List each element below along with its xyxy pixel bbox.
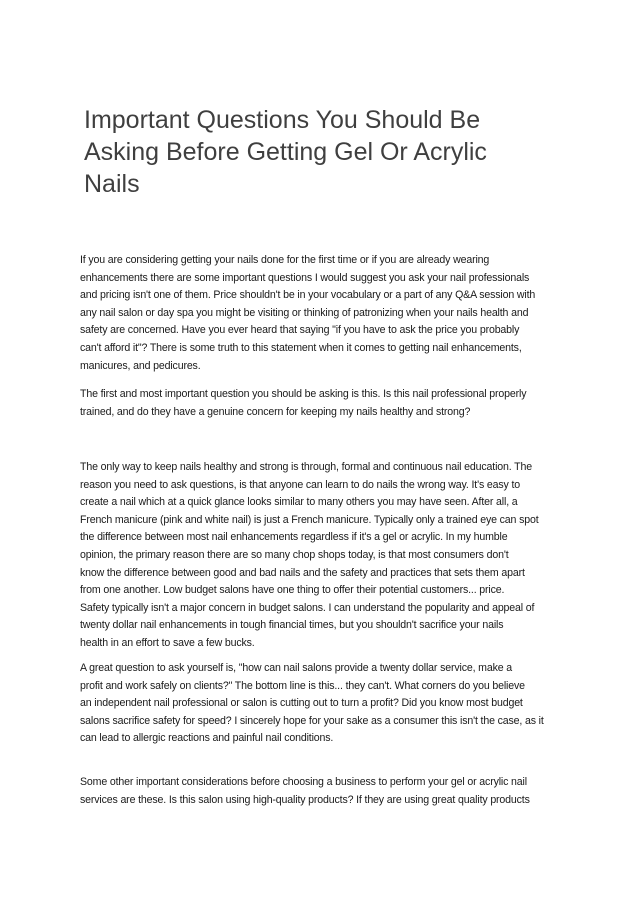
text-line: the difference between most nail enhancements regardless if it's a gel or acrylic. In my humble <box>80 531 508 544</box>
text-line: The first and most important question you should be asking is this. Is this nail professional properly <box>80 388 527 400</box>
text-line: reason you need to ask questions, is that anyone can learn to do nails the wrong way. It's easy to <box>80 478 520 491</box>
text-line: Some other important considerations before choosing a business to perform your gel or acrylic nail <box>80 776 527 788</box>
text-line: any nail salon or day spa you might be visiting or thinking of patronizing when your nails health and <box>80 306 529 319</box>
text-line: create a nail which at a quick glance looks similar to many others you may have seen. After all, a <box>80 496 518 509</box>
paragraph-education <box>80 459 570 653</box>
text-line: twenty dollar nail enhancements in tough financial times, but you shouldn't sacrifice your nails <box>80 619 504 632</box>
text-line: A great question to ask yourself is, "how can nail salons provide a twenty dollar service, make a <box>80 662 513 674</box>
text-line: an independent nail professional or salon is cutting out to turn a profit? Did you know most budget <box>80 697 523 710</box>
text-line: If you are considering getting your nails done for the first time or if you are already wearing <box>80 254 490 266</box>
text-line: The only way to keep nails healthy and strong is through, formal and continuous nail education. The <box>80 461 532 473</box>
paragraph-other-considerations <box>80 774 570 809</box>
text-line: can lead to allergic reactions and painful nail conditions. <box>80 732 334 745</box>
text-line: manicures, and pedicures. <box>80 359 201 372</box>
text-line: from one another. Low budget salons have one thing to offer their potential customers... price. <box>80 584 505 597</box>
text-line: profit and work safely on clients?" The bottom line is this... they can't. What corners do you believe <box>80 679 525 692</box>
title-line: Important Questions You Should Be <box>84 106 481 134</box>
text-line: opinion, the primary reason there are so many chop shops today, is that most consumers don't <box>80 548 509 561</box>
text-line: services are these. Is this salon using high-quality products? If they are using great quality products <box>80 793 530 806</box>
paragraph-first-question <box>80 386 570 421</box>
text-line: enhancements there are some important questions I would suggest you ask your nail professionals <box>80 271 530 284</box>
paragraph-great-question <box>80 660 570 748</box>
text-line: trained, and do they have a genuine concern for keeping my nails healthy and strong? <box>80 405 471 418</box>
text-line: health in an effort to save a few bucks. <box>80 636 255 649</box>
title-line: Asking Before Getting Gel Or Acrylic <box>84 138 487 166</box>
text-line: Safety typically isn't a major concern in budget salons. I can understand the popularity and appeal of <box>80 601 535 614</box>
paragraph-intro <box>80 252 570 375</box>
document-title <box>84 104 564 200</box>
text-line: can't afford it"? There is some truth to this statement when it comes to getting nail enhancements, <box>80 341 522 354</box>
text-line: know the difference between good and bad nails and the safety and practices that sets them apart <box>80 566 525 579</box>
title-line: Nails <box>84 170 140 198</box>
text-line: safety are concerned. Have you ever heard that saying "if you have to ask the price you probably <box>80 324 520 337</box>
text-line: salons sacrifice safety for speed? I sincerely hope for your sake as a consumer this isn't the case, as it <box>80 714 544 727</box>
text-line: French manicure (pink and white nail) is just a French manicure. Typically only a trained eye can spot <box>80 513 539 526</box>
text-line: and pricing isn't one of them. Price shouldn't be in your vocabulary or a part of any Q&A session with <box>80 289 536 302</box>
